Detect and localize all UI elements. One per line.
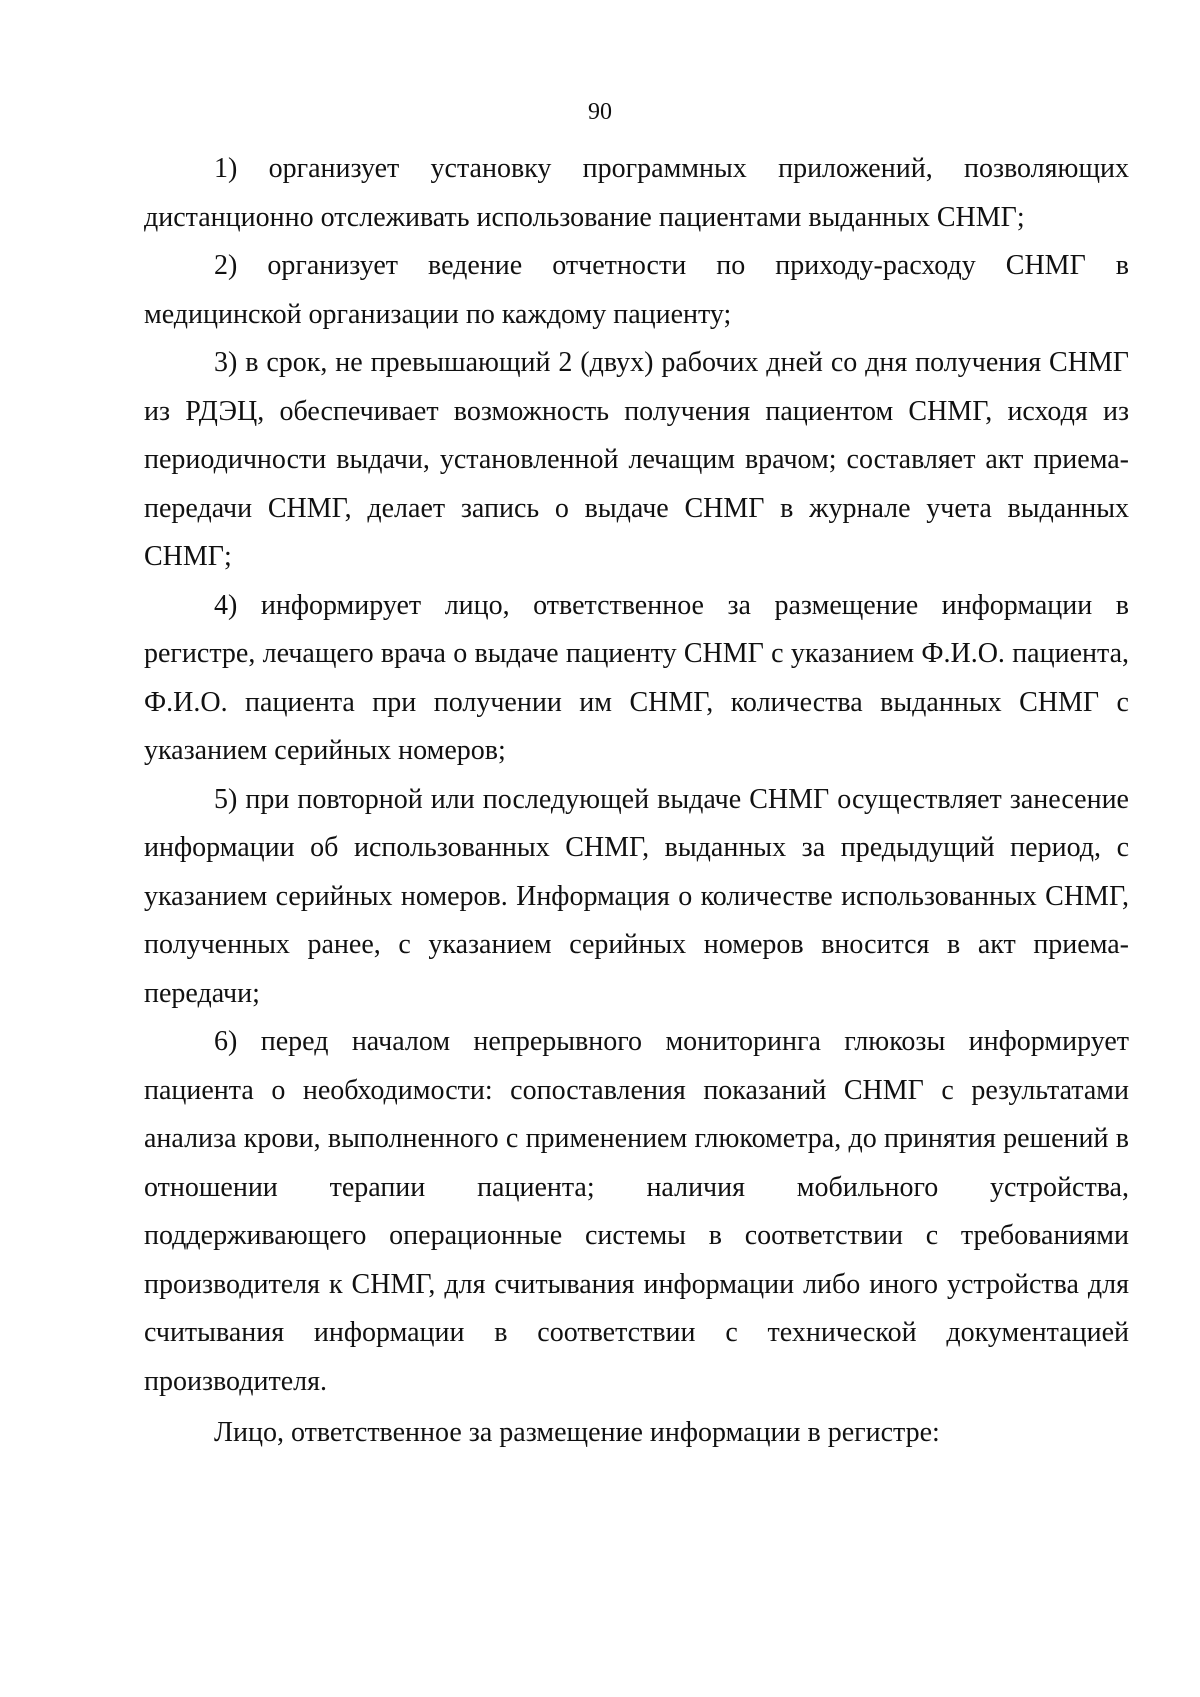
paragraph-item-6: 6) перед началом непрерывного мониторинга глюкозы информирует пациента о необходимости: сопоставления показаний СНМГ с результатами анализа крови, выполненного с применением глюкометра, до принятия решений в отношении терапии пациента; наличия мобильного устройства, поддерживающего операционные системы в соответствии с требованиями производителя к СНМГ, для считывания информации либо иного устройства для считывания информации в соответствии с технической документацией производителя. [144,1026,1129,1397]
page-number: 90 [588,99,612,125]
paragraph-item-5: 5) при повторной или последующей выдаче СНМГ осуществляет занесение информации об использованных СНМГ, выданных за предыдущий период, с указанием серийных номеров. Информация о количестве использованных СНМГ, полученных ранее, с указанием серийных номеров вносится в акт приема-передачи; [144,783,1129,1009]
document-body [144,145,1129,1458]
paragraph-item-1: 1) организует установку программных приложений, позволяющих дистанционно отслеживать использование пациентами выданных СНМГ; [144,153,1129,233]
paragraph-item-2: 2) организует ведение отчетности по приходу-расходу СНМГ в медицинской организации по каждому пациенту; [144,250,1129,330]
paragraph-item-3: 3) в срок, не превышающий 2 (двух) рабочих дней со дня получения СНМГ из РДЭЦ, обеспечивает возможность получения пациентом СНМГ, исходя из периодичности выдачи, установленной лечащим врачом; составляет акт приема-передачи СНМГ, делает запись о выдаче СНМГ в журнале учета выданных СНМГ; [144,347,1129,572]
paragraph-item-4: 4) информирует лицо, ответственное за размещение информации в регистре, лечащего врача о выдаче пациенту СНМГ с указанием Ф.И.О. пациента, Ф.И.О. пациента при получении им СНМГ, количества выданных СНМГ с указанием серийных номеров; [144,589,1129,766]
paragraph-responsible-person: Лицо, ответственное за размещение информации в регистре: [214,1417,940,1448]
